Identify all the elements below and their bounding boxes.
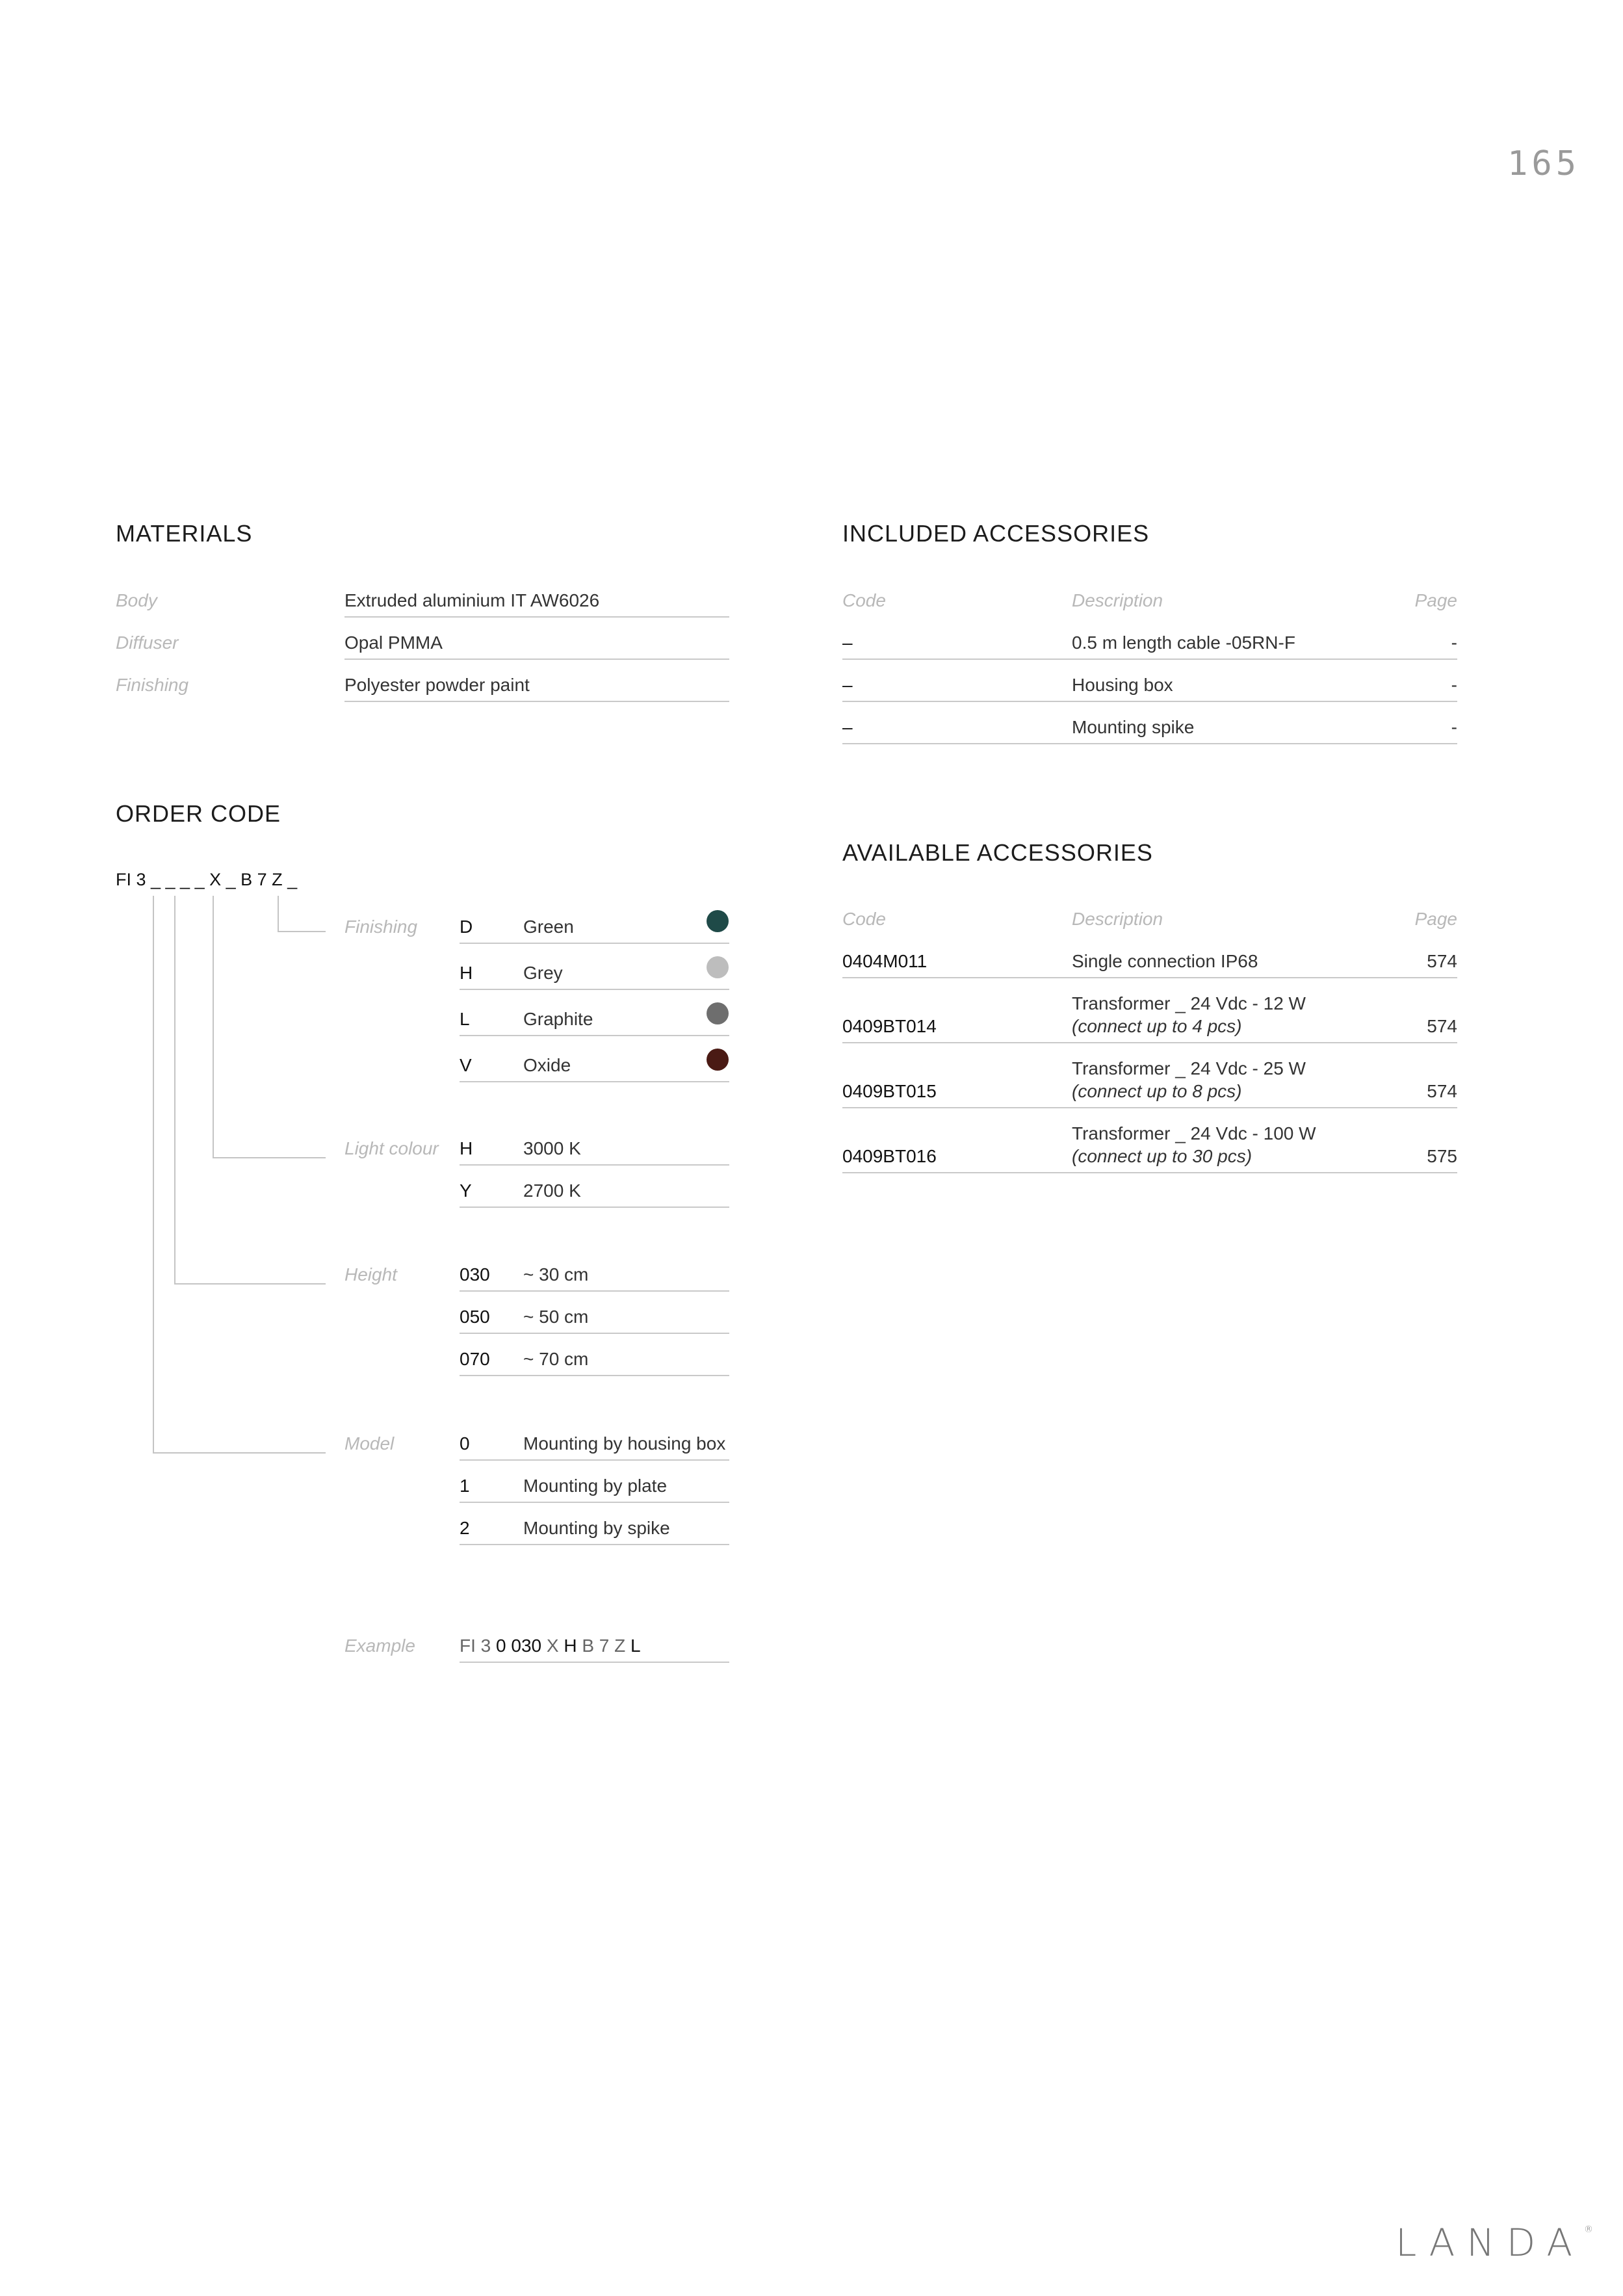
example-part-finishing: L bbox=[630, 1636, 641, 1656]
available-header-code: Code bbox=[842, 909, 886, 929]
finishing-name: Grey bbox=[523, 963, 563, 983]
included-row-page: - bbox=[1451, 675, 1457, 695]
divider bbox=[344, 616, 729, 618]
model-name: Mounting by plate bbox=[523, 1476, 668, 1496]
example-part: X bbox=[541, 1636, 564, 1656]
divider bbox=[460, 1662, 729, 1663]
divider bbox=[460, 1459, 729, 1461]
example-part: FI 3 bbox=[460, 1636, 497, 1656]
height-code: 030 bbox=[460, 1264, 490, 1285]
finishing-label: Finishing bbox=[344, 917, 418, 937]
materials-value-finishing: Polyester powder paint bbox=[344, 675, 530, 695]
available-row-page: 574 bbox=[1427, 1016, 1457, 1036]
height-code: 050 bbox=[460, 1307, 490, 1327]
graphite-color-swatch bbox=[707, 1002, 729, 1024]
divider bbox=[460, 1207, 729, 1208]
available-row-code: 0409BT015 bbox=[842, 1081, 937, 1101]
oxide-color-swatch bbox=[707, 1049, 729, 1071]
height-code: 070 bbox=[460, 1349, 490, 1369]
tree-line-height bbox=[174, 1283, 326, 1285]
materials-label-diffuser: Diffuser bbox=[116, 633, 179, 653]
order-code-title: ORDER CODE bbox=[116, 800, 281, 827]
example-code bbox=[460, 1636, 641, 1656]
green-color-swatch bbox=[707, 910, 729, 932]
height-label: Height bbox=[344, 1264, 397, 1285]
available-row-note: (connect up to 8 pcs) bbox=[1072, 1081, 1242, 1101]
model-code: 2 bbox=[460, 1518, 470, 1538]
finishing-name: Oxide bbox=[523, 1055, 571, 1075]
available-row-code: 0409BT016 bbox=[842, 1146, 937, 1166]
divider bbox=[842, 743, 1457, 744]
available-row-description: Transformer _ 24 Vdc - 12 W bbox=[1072, 993, 1306, 1013]
divider bbox=[460, 1333, 729, 1334]
included-row-code: – bbox=[842, 633, 853, 653]
light-colour-label: Light colour bbox=[344, 1138, 439, 1158]
light-colour-code: H bbox=[460, 1138, 473, 1158]
divider bbox=[842, 701, 1457, 702]
light-colour-name: 3000 K bbox=[523, 1138, 581, 1158]
finishing-code: H bbox=[460, 963, 473, 983]
divider bbox=[460, 1375, 729, 1376]
available-row-description: Transformer _ 24 Vdc - 100 W bbox=[1072, 1123, 1316, 1143]
light-colour-code: Y bbox=[460, 1181, 472, 1201]
included-accessories-title: INCLUDED ACCESSORIES bbox=[842, 520, 1150, 547]
materials-label-body: Body bbox=[116, 590, 157, 610]
materials-title: MATERIALS bbox=[116, 520, 253, 547]
available-header-description: Description bbox=[1072, 909, 1163, 929]
page-number: 165 bbox=[1507, 144, 1580, 183]
divider bbox=[344, 659, 729, 660]
included-row-code: – bbox=[842, 717, 853, 737]
divider bbox=[842, 659, 1457, 660]
available-row-page: 574 bbox=[1427, 1081, 1457, 1101]
example-part-light-colour: H bbox=[564, 1636, 577, 1656]
included-row-page: - bbox=[1451, 717, 1457, 737]
available-row-page: 575 bbox=[1427, 1146, 1457, 1166]
registered-mark: ® bbox=[1584, 2224, 1593, 2235]
included-header-description: Description bbox=[1072, 590, 1163, 610]
divider bbox=[460, 1035, 729, 1036]
tree-line-light-colour bbox=[213, 1157, 326, 1158]
available-row-note: (connect up to 4 pcs) bbox=[1072, 1016, 1242, 1036]
divider bbox=[842, 1172, 1457, 1173]
example-label: Example bbox=[344, 1636, 415, 1656]
tree-line-light-colour bbox=[213, 896, 214, 1158]
divider bbox=[460, 1164, 729, 1166]
available-row-code: 0404M011 bbox=[842, 951, 928, 971]
model-name: Mounting by spike bbox=[523, 1518, 670, 1538]
finishing-name: Graphite bbox=[523, 1009, 593, 1029]
model-label: Model bbox=[344, 1433, 395, 1454]
height-name: ~ 70 cm bbox=[523, 1349, 589, 1369]
included-header-page: Page bbox=[1414, 590, 1457, 610]
order-code-pattern: FI 3 _ _ _ _ X _ B 7 Z _ bbox=[116, 870, 298, 889]
divider bbox=[344, 701, 729, 702]
example-part: B 7 Z bbox=[577, 1636, 631, 1656]
tree-line-finishing bbox=[278, 896, 279, 932]
divider bbox=[460, 1290, 729, 1292]
divider bbox=[460, 1544, 729, 1545]
divider bbox=[842, 977, 1457, 978]
tree-line-height bbox=[174, 896, 175, 1285]
landa-logo bbox=[1396, 2221, 1593, 2265]
available-row-description: Single connection IP68 bbox=[1072, 951, 1258, 971]
available-row-page: 574 bbox=[1427, 951, 1457, 971]
model-name: Mounting by housing box bbox=[523, 1433, 726, 1454]
logo-text: LANDA bbox=[1395, 2221, 1584, 2265]
materials-label-finishing: Finishing bbox=[116, 675, 189, 695]
tree-line-model bbox=[153, 896, 154, 1454]
model-code: 1 bbox=[460, 1476, 470, 1496]
included-row-description: Housing box bbox=[1072, 675, 1173, 695]
tree-line-finishing bbox=[278, 931, 326, 932]
finishing-code: V bbox=[460, 1055, 472, 1075]
included-header-code: Code bbox=[842, 590, 886, 610]
grey-color-swatch bbox=[707, 956, 729, 978]
available-row-note: (connect up to 30 pcs) bbox=[1072, 1146, 1253, 1166]
height-name: ~ 50 cm bbox=[523, 1307, 589, 1327]
divider bbox=[460, 1081, 729, 1082]
materials-value-diffuser: Opal PMMA bbox=[344, 633, 443, 653]
divider bbox=[842, 1107, 1457, 1108]
included-row-description: Mounting spike bbox=[1072, 717, 1195, 737]
available-row-code: 0409BT014 bbox=[842, 1016, 937, 1036]
included-row-page: - bbox=[1451, 633, 1457, 653]
materials-value-body: Extruded aluminium IT AW6026 bbox=[344, 590, 600, 610]
available-row-description: Transformer _ 24 Vdc - 25 W bbox=[1072, 1058, 1306, 1078]
finishing-code: D bbox=[460, 917, 473, 937]
height-name: ~ 30 cm bbox=[523, 1264, 589, 1285]
example-part-model-height: 0 030 bbox=[496, 1636, 542, 1656]
tree-line-model bbox=[153, 1452, 326, 1454]
included-row-code: – bbox=[842, 675, 853, 695]
finishing-name: Green bbox=[523, 917, 574, 937]
divider bbox=[842, 1042, 1457, 1043]
divider bbox=[460, 943, 729, 944]
model-code: 0 bbox=[460, 1433, 470, 1454]
included-row-description: 0.5 m length cable -05RN-F bbox=[1072, 633, 1295, 653]
light-colour-name: 2700 K bbox=[523, 1181, 581, 1201]
divider bbox=[460, 989, 729, 990]
divider bbox=[460, 1502, 729, 1503]
finishing-code: L bbox=[460, 1009, 470, 1029]
available-header-page: Page bbox=[1414, 909, 1457, 929]
available-accessories-title: AVAILABLE ACCESSORIES bbox=[842, 839, 1153, 866]
